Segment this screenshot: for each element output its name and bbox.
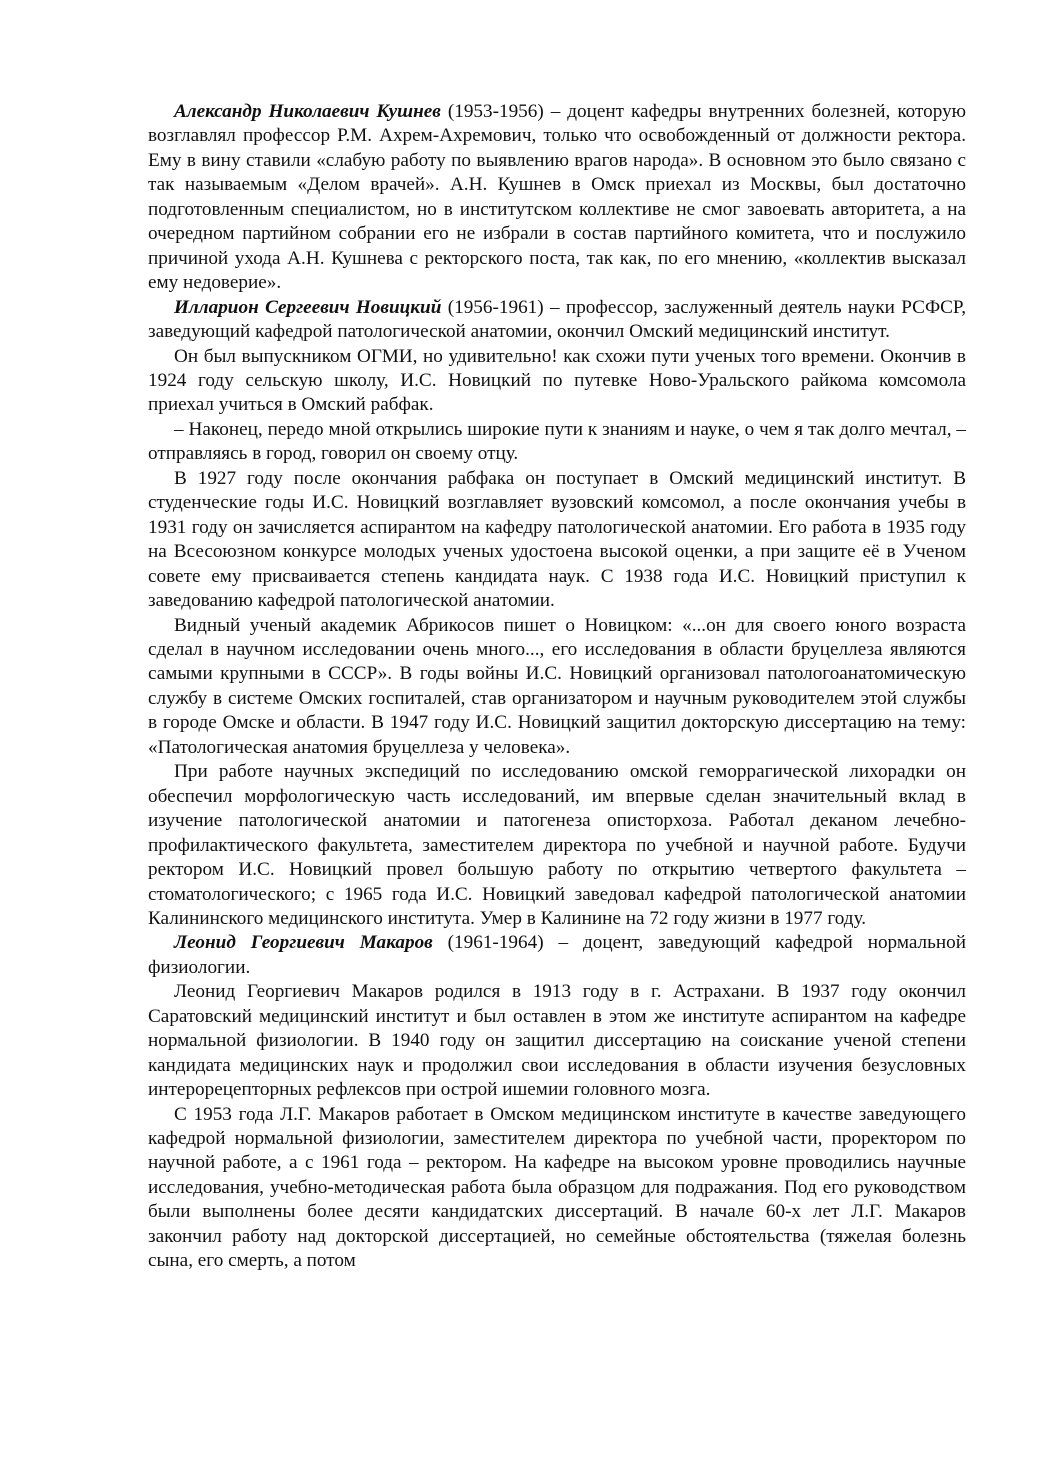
rector-name: Илларион Сергеевич Новицкий (174, 296, 442, 318)
paragraph: – Наконец, передо мной открылись широкие пути к знаниям и науке, о чем я так долго мечтал, – отправляясь в город, говорил он своему отцу. (148, 418, 966, 465)
paragraph: В 1927 году после окончания рабфака он поступает в Омский медицинский институт. В студенческие годы И.С. Новицкий возглавляет вузовский комсомол, а после окончания учебы в 1931 году он зачисляется аспирантом на кафедру патологической анатомии. Его работа в 1935 году на Всесоюзном конкурсе молодых ученых удостоена высокой оценки, а при защите её в Ученом совете ему присваивается степень кандидата наук. С 1938 года И.С. Новицкий приступил к заведованию кафедрой патологической анатомии. (148, 467, 966, 612)
rector-name: Леонид Георгиевич Макаров (174, 932, 433, 954)
paragraph: При работе научных экспедиций по исследованию омской геморрагической лихорадки он обеспечил морфологическую часть исследований, им впервые сделан значительный вклад в изучение патологической анатомии и патогенеза описторхоза. Работал деканом лечебно-профилактического факультета, заместителем директора по учебной и научной работе. Будучи ректором И.С. Новицкий провел большую работу по открытию четвертого факультета – стоматологического; с 1965 года И.С. Новицкий заведовал кафедрой патологической анатомии Калининского медицинского института. Умер в Калинине на 72 году жизни в 1977 году. (148, 761, 966, 929)
paragraph: С 1953 года Л.Г. Макаров работает в Омском медицинском институте в качестве заведующего кафедрой нормальной физиологии, заместителем директора по учебной части, проректором по научной работе, а с 1961 года – ректором. На кафедре на высоком уровне проводились научные исследования, учебно-методическая работа была образцом для подражания. Под его руководством были выполнены более десяти кандидатских диссертаций. В начале 60-х лет Л.Г. Макаров закончил работу над докторской диссертацией, но семейные обстоятельства (тяжелая болезнь сына, его смерть, а потом (148, 1103, 966, 1272)
paragraph-makarov (148, 931, 966, 980)
paragraph-text: (1961-1964) – доцент, заведующий кафедрой нормальной физиологии. (148, 932, 967, 978)
document-page (148, 100, 966, 1274)
paragraph: Видный ученый академик Абрикосов пишет о Новицком: «...он для своего юного возраста сделал в научном исследовании очень много..., его исследования в области бруцеллеза являются самыми крупными в СССР». В годы войны И.С. Новицкий организовал патологоанатомическую службу в системе Омских госпиталей, став организатором и научным руководителем этой службы в городе Омске и области. В 1947 году И.С. Новицкий защитил докторскую диссертацию на тему: «Патологическая анатомия бруцеллеза у человека». (148, 614, 966, 758)
rector-name: Александр Николаевич Кушнев (174, 101, 441, 122)
paragraph-text: (1956-1961) – профессор, заслуженный деятель науки РСФСР, заведующий кафедрой патологической анатомии, окончил Омский медицинский институт. (148, 296, 966, 343)
paragraph: Леонид Георгиевич Макаров родился в 1913 году в г. Астрахани. В 1937 году окончил Саратовский медицинский институт и был оставлен в этом же институте аспирантом на кафедре нормальной физиологии. В 1940 году он защитил диссертацию на соискание ученой степени кандидата медицинских наук и продолжил свои исследования в области изучения безусловных интерорецепторных рефлексов при острой ишемии головного мозга. (148, 981, 966, 1101)
paragraph-novitsky (148, 296, 966, 345)
paragraph-kushnev (148, 100, 966, 296)
paragraph-text: (1953-1956) – доцент кафедры внутренних болезней, которую возглавлял профессор Р.М. Ахрем-Ахремович, только что освобожденный от должности ректора. Ему в вину ставили «слабую работу по выявлению врагов народа». В основном это было связано с так называемым «Делом врачей». А.Н. Кушнев в Омск приехал из Москвы, был достаточно подготовленным специалистом, но в институтском коллективе не смог завоевать авторитета, а на очередном партийном собрании его не избрали в состав партийного комитета, что и послужило причиной ухода А.Н. Кушнева с ректорского поста, так как, по его мнению, «коллектив высказал ему недоверие». (148, 101, 966, 294)
paragraph: Он был выпускником ОГМИ, но удивительно! как схожи пути ученых того времени. Окончив в 1924 году сельскую школу, И.С. Новицкий по путевке Ново-Уральского райкома комсомола приехал учиться в Омский рабфак. (148, 345, 966, 416)
